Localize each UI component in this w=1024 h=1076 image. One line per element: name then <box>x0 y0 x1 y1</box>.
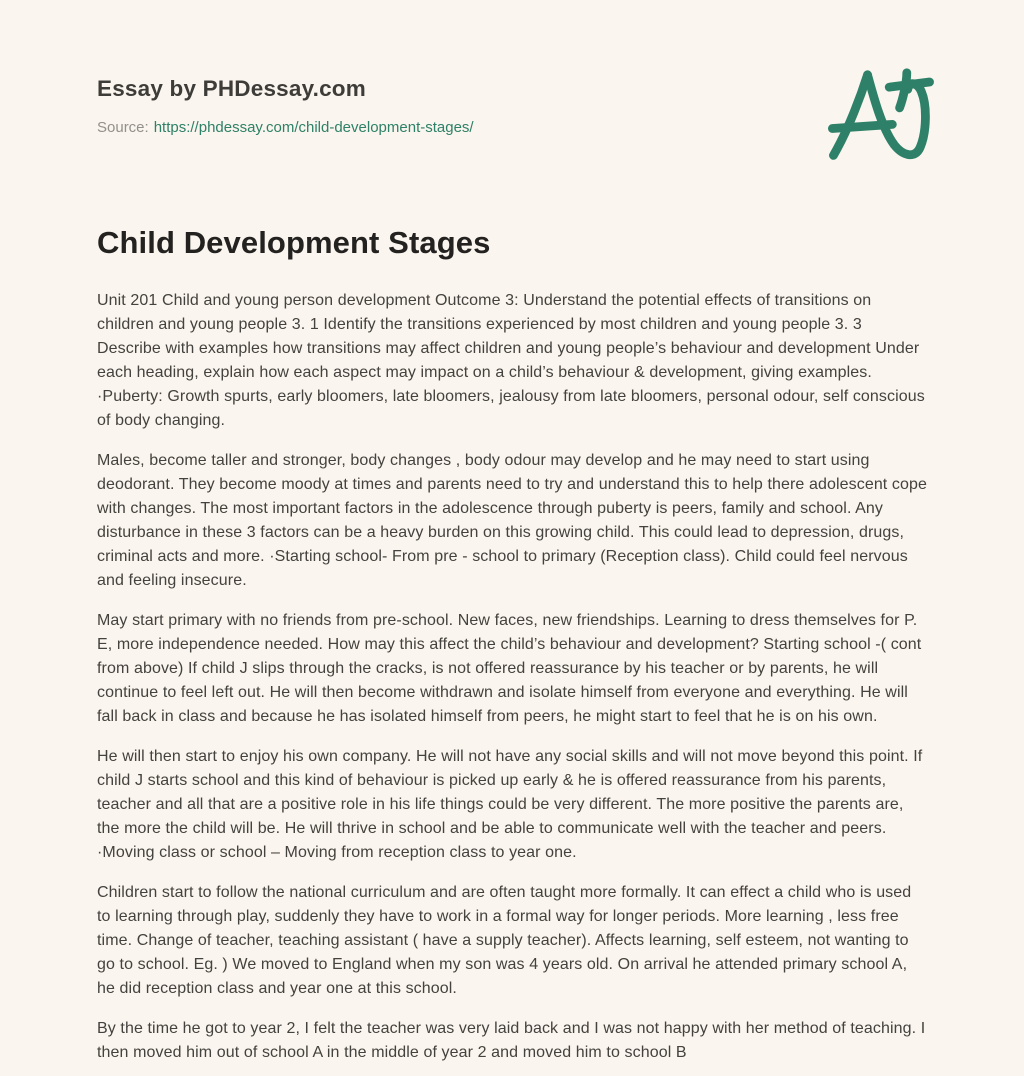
page-title: Child Development Stages <box>97 225 491 260</box>
essay-paragraph: By the time he got to year 2, I felt the teacher was very laid back and I was not happy with her method of teaching. I then moved him out of school A in the middle of year 2 and moved him to school B <box>97 1020 926 1061</box>
a-plus-logo-icon <box>820 60 944 164</box>
essay-body <box>97 289 927 1065</box>
essay-paragraph: Children start to follow the national curriculum and are often taught more formally. It can effect a child who is used to learning through play, suddenly they have to work in a formal way for longer periods. More learning , less free time. Change of teacher, teaching assistant ( have a supply teacher). Affects learning, self esteem, not wanting to go to school. Eg. ) We moved to England when my son was 4 years old. On arrival he attended primary school A, he did reception class and year one at this school. <box>97 884 912 997</box>
essay-paragraph: He will then start to enjoy his own company. He will not have any social skills and will not move beyond this point. If child J starts school and this kind of behaviour is picked up early & he is offered reassurance from his parents, teacher and all that are a positive role in his life things could be very different. The more positive the parents are, the more the child will be. He will thrive in school and be able to communicate well with the teacher and peers. ·Moving class or school – Moving from reception class to year one. <box>97 748 923 861</box>
essay-paragraph: Unit 201 Child and young person development Outcome 3: Understand the potential effects of transitions on children and young people 3. 1 Identify the transitions experienced by most children and young people 3. 3 Describe with examples how transitions may affect children and young people’s behaviour and development Under each heading, explain how each aspect may impact on a child’s behaviour & development, giving examples. ·Puberty: Growth spurts, early bloomers, late bloomers, jealousy from late bloomers, personal odour, self conscious of body changing. <box>97 292 925 429</box>
source-label: Source: <box>97 119 149 136</box>
essay-paragraph: Males, become taller and stronger, body changes , body odour may develop and he may need to start using deodorant. They become moody at times and parents need to try and understand this to help there adolescent cope with changes. The most important factors in the adolescence through puberty is peers, family and school. Any disturbance in these 3 factors can be a heavy burden on this growing child. This could lead to depression, drugs, criminal acts and more. ·Starting school- From pre - school to primary (Reception class). Child could feel nervous and feeling insecure. <box>97 452 927 589</box>
brand-heading: Essay by PHDessay.com <box>97 76 366 101</box>
source-link[interactable]: https://phdessay.com/child-development-stages/ <box>153 119 474 136</box>
essay-paragraph: May start primary with no friends from pre-school. New faces, new friendships. Learning to dress themselves for P. E, more independence needed. How may this affect the child’s behaviour and development? Starting school -( cont from above) If child J slips through the cracks, is not offered reassurance by his teacher or by parents, he will continue to feel left out. He will then become withdrawn and isolate himself from everyone and everything. He will fall back in class and because he has isolated himself from peers, he might start to feel that he is on his own. <box>97 612 922 725</box>
source-row <box>97 119 927 137</box>
